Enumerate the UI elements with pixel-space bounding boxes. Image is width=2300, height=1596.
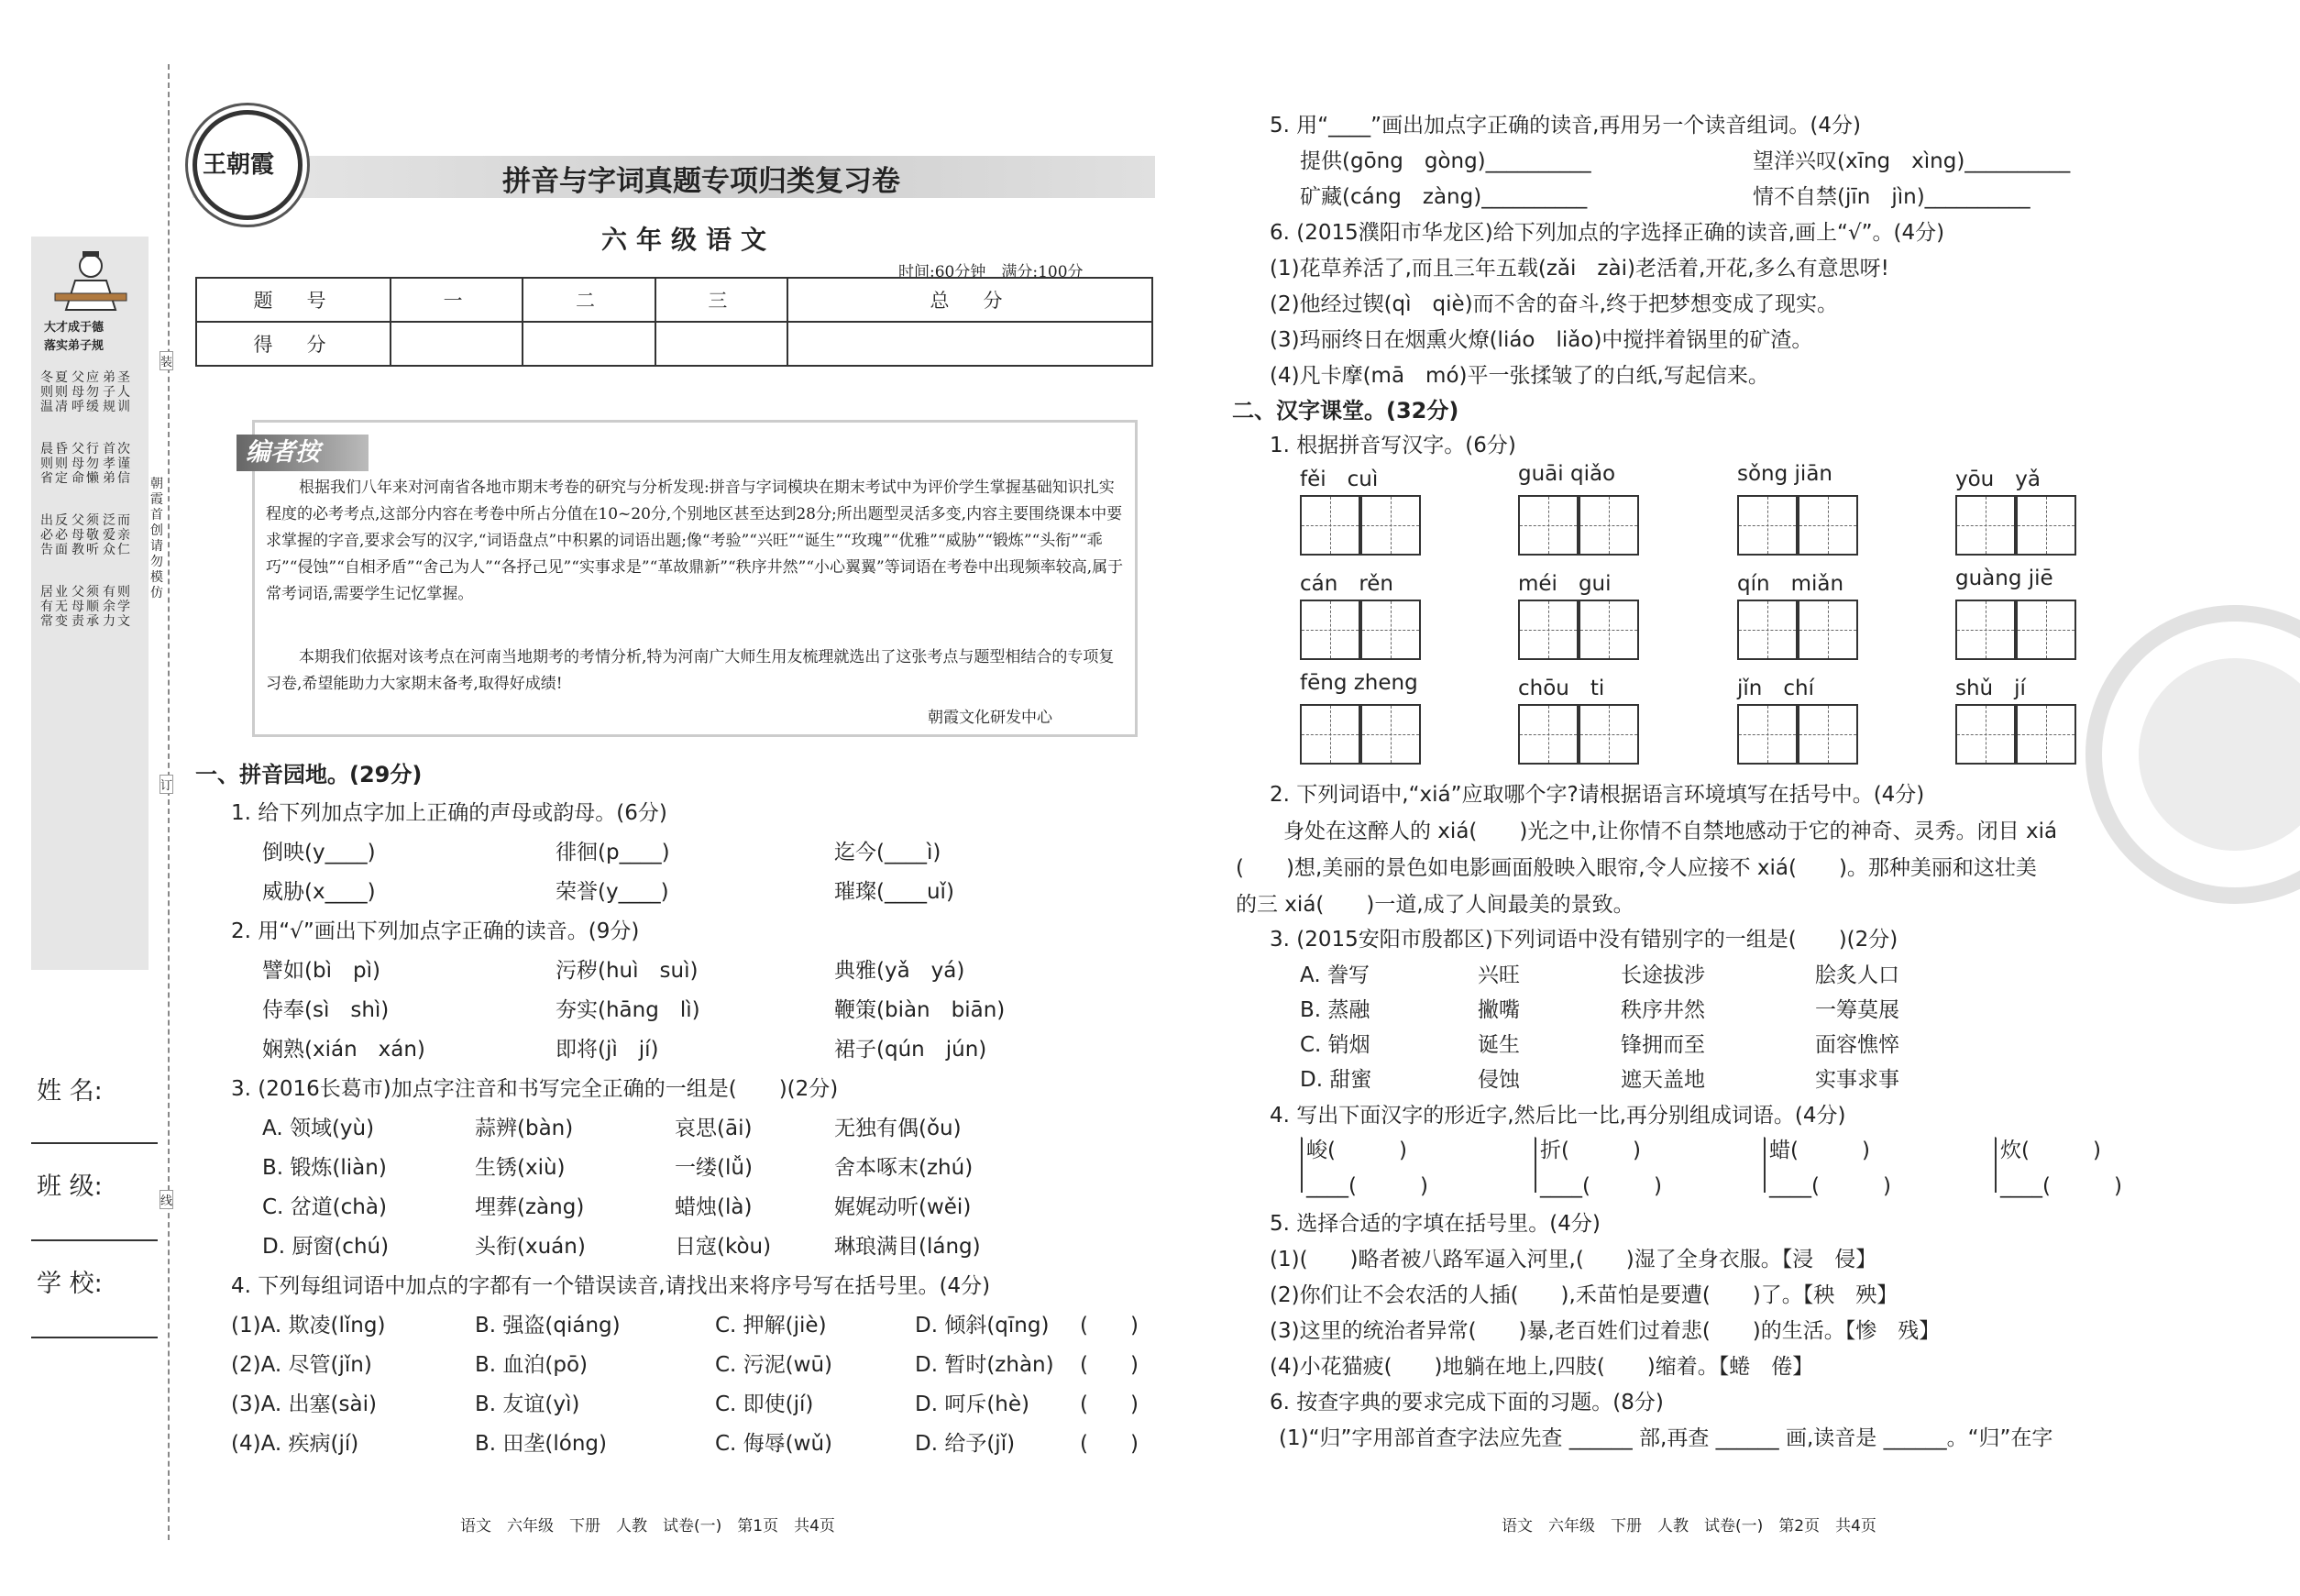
s1-q4-option[interactable]: D. 给予(jǐ) [915,1432,1016,1456]
s1-q1-item[interactable]: 璀璨(____uǐ) [834,880,954,904]
school-field[interactable] [31,1337,158,1338]
s1-q2-item[interactable]: 即将(jì jí) [556,1038,659,1062]
footer-right: 语文 六年级 下册 人教 试卷(一) 第2页 共4页 [1502,1517,1876,1535]
pinyin-label: cán rěn [1300,572,1393,596]
poem-line: 父母教 [72,513,84,557]
s2-q3-option: 锋拥而至 [1621,1033,1705,1057]
writing-grid[interactable] [1300,704,1360,765]
s2-q5-stem: 5. 选择合适的字填在括号里。(4分) [1270,1212,1601,1236]
s2-q3-option: 面容憔悴 [1815,1033,1899,1057]
subject-title: 六年级语文 [601,225,776,255]
pinyin-label: méi gui [1518,572,1612,596]
s2-q3-option: 撇嘴 [1478,998,1520,1022]
writing-grid[interactable] [1737,704,1798,765]
s1-q2-item[interactable]: 典雅(yǎ yá) [834,959,965,983]
s1-q1-item[interactable]: 徘徊(p____) [556,841,670,864]
s1-q4-option[interactable]: C. 即使(jí) [715,1392,814,1416]
s1-q4-answer-blank[interactable]: ( ) [1080,1314,1139,1337]
class-label: 班 级: [37,1172,103,1201]
s2-q4-char[interactable]: 炊( ) [2000,1139,2101,1162]
writing-grid[interactable] [1737,600,1798,660]
s2-q5-item[interactable]: (3)这里的统治者异常( )暴,老百姓们过着悲( )的生活。【惨 残】 [1270,1319,1941,1343]
writing-grid[interactable] [2016,600,2076,660]
s1-q3-option: 日寇(kòu) [675,1235,772,1259]
poem-line: 则学文 [117,585,130,629]
s1-q5-item[interactable]: 矿藏(cáng zàng)__________ [1300,185,1588,209]
class-field[interactable] [31,1239,158,1241]
writing-grid[interactable] [2016,704,2076,765]
writing-grid[interactable] [1955,704,2016,765]
s2-q6-stem: 6. 按查字典的要求完成下面的习题。(8分) [1270,1391,1664,1414]
writing-grid[interactable] [1518,600,1579,660]
s2-q3-option: 秩序井然 [1621,998,1705,1022]
s2-q6-line[interactable]: (1)“归”字用部首查字法应先查 ______ 部,再查 ______ 画,读音是 ______。“归”在字 [1279,1426,2053,1450]
s2-q4-blank[interactable]: ____( ) [1540,1174,1662,1198]
s1-q5-item[interactable]: 情不自禁(jīn jìn)__________ [1753,185,2030,209]
s1-q4-option[interactable]: C. 侮辱(wǔ) [715,1432,833,1456]
score-header-1: 题 号 [196,278,391,322]
writing-grid[interactable] [2016,495,2076,556]
s2-q1-stem: 1. 根据拼音写汉字。(6分) [1270,434,1516,457]
s2-q4-blank[interactable]: ____( ) [2000,1174,2122,1198]
s1-q4-option[interactable]: C. 押解(jiè) [715,1314,827,1337]
s2-q5-item[interactable]: (1)( )略者被八路军逼入河里,( )湿了全身衣服。【浸 侵】 [1270,1248,1877,1271]
s1-q1-item[interactable]: 迄今(____ì) [834,841,941,864]
s1-q3-option: 琳琅满目(láng) [834,1235,981,1259]
pinyin-label: jǐn chí [1737,677,1814,700]
poem-line: 弟子规 [103,370,116,414]
s2-q4-blank[interactable]: ____( ) [1769,1174,1891,1198]
s1-q4-option[interactable]: D. 暂时(zhàn) [915,1353,1054,1377]
s2-q4-char[interactable]: 蜡( ) [1769,1139,1870,1162]
s2-q2-stem: 2. 下列词语中,“xiá”应取哪个字?请根据语言环境填写在括号中。(4分) [1270,783,1925,807]
s2-q4-stem: 4. 写出下面汉字的形近字,然后比一比,再分别组成词语。(4分) [1270,1104,1846,1128]
s1-q2-item[interactable]: 譬如(bì pì) [262,959,380,983]
writing-grid[interactable] [1518,704,1579,765]
pinyin-label: sǒng jiān [1737,462,1832,486]
pinyin-label: chōu ti [1518,677,1605,700]
writing-grid[interactable] [1360,600,1421,660]
s1-q2-item[interactable]: 娴熟(xián xán) [262,1038,425,1062]
pinyin-label: fēng zheng [1300,671,1418,695]
poem-line: 反必面 [55,513,68,557]
s1-q5-stem: 5. 用“____”画出加点字正确的读音,再用另一个读音组词。(4分) [1270,114,1861,138]
score-table [195,277,1153,367]
s1-q3-option: 娓娓动听(wěi) [834,1195,972,1219]
watermark-seal [2085,605,2300,904]
s2-q3-option: 脍炙人口 [1815,963,1899,987]
name-field[interactable] [31,1142,158,1144]
s1-q4-option[interactable]: D. 倾斜(qīng) [915,1314,1050,1337]
writing-grid[interactable] [1360,704,1421,765]
editor-note-p1: 根据我们八年来对河南省各地市期末考卷的研究与分析发现:拼音与字词模块在期末考试中为评价学生掌握基础知识扎实程度的必考考点,这部分内容在考卷中所占分值在10~20分,个别地区甚至达到28分;所出题型灵活多变,内容主要围绕课本中要求掌握的字音,要求会写的汉字,“词语盘点”中积累的词语出题;像“考验”“兴旺”“诞生”“玫瑰”“优雅”“威胁”“锻炼”“头衔”“乖巧”“侵蚀”“自相矛盾”“舍己为人”“各抒己见”“实事求是”“革故鼎新”“秩序井然”“小心翼翼”等词语在考卷中出现频率较高,属于常考词语,需要学生记忆掌握。 [266,479,1124,603]
writing-grid[interactable] [1737,495,1798,556]
s1-q3-option: 一缕(lǚ) [675,1156,753,1180]
s1-q4-stem: 4. 下列每组词语中加点的字都有一个错误读音,请找出来将序号写在括号里。(4分) [231,1274,991,1298]
writing-grid[interactable] [1798,704,1858,765]
s1-q6-stem: 6. (2015濮阳市华龙区)给下列加点的字选择正确的读音,画上“√”。(4分) [1270,221,1945,245]
s2-q5-item[interactable]: (4)小花猫疲( )地躺在地上,四肢( )缩着。【蜷 倦】 [1270,1355,1814,1379]
motto-top: 大才成于德 [44,321,105,335]
poem-line: 圣人训 [117,370,130,414]
writing-grid[interactable] [1798,600,1858,660]
poem-line: 而亲仁 [117,513,130,557]
section1-heading: 一、拼音园地。(29分) [195,762,423,787]
poem-line: 昏则定 [55,442,68,486]
s1-q2-item[interactable]: 裙子(qún jún) [834,1038,987,1062]
editor-note-tag: 编者按 [237,435,369,471]
s2-q3-option: 一筹莫展 [1815,998,1899,1022]
s1-q4-answer-blank[interactable]: ( ) [1080,1353,1139,1377]
section2-heading: 二、汉字课堂。(32分) [1232,398,1459,424]
score-cell[interactable] [523,322,655,366]
name-label: 姓 名: [37,1077,103,1106]
s1-q4-option[interactable]: C. 污泥(wū) [715,1353,833,1377]
score-cell[interactable] [655,322,787,366]
poem-line: 须敬听 [86,513,99,557]
s1-q1-item[interactable]: 威胁(x____) [262,880,376,904]
s2-q2-line[interactable]: 的三 xiá( )一道,成了人间最美的景致。 [1236,893,1634,917]
poem-line: 有余力 [103,585,116,629]
s1-q1-item[interactable]: 倒映(y____) [262,841,376,864]
s1-q1-item[interactable]: 荣誉(y____) [556,880,669,904]
school-label: 学 校: [37,1270,103,1298]
s1-q4-option[interactable]: B. 强盗(qiáng) [475,1314,621,1337]
s1-q4-answer-blank[interactable]: ( ) [1080,1392,1139,1416]
s1-q3-option: 蜡烛(là) [675,1195,753,1219]
poem-line: 出必告 [40,513,53,557]
score-row-label: 得 分 [196,322,391,366]
scholar-illustration [48,246,134,312]
poem-line: 居有常 [40,585,53,629]
s1-q3-stem: 3. (2016长葛市)加点字注音和书写完全正确的一组是( )(2分) [231,1077,839,1101]
s1-q4-option[interactable]: (3)A. 出塞(sài) [231,1392,377,1416]
poem-line: 行勿懒 [86,442,99,486]
s2-q2-line[interactable]: ( )想,美丽的景色如电影画面般映入眼帘,令人应接不 xiá( )。那种美丽和这壮美 [1236,856,2037,880]
s2-q3-option[interactable]: A. 誊写 [1300,963,1370,987]
pinyin-label: shǔ jí [1955,677,2026,700]
writing-grid[interactable] [1798,495,1858,556]
s2-q3-option: 侵蚀 [1478,1068,1520,1092]
s1-q3-option[interactable]: D. 厨窗(chú) [262,1235,390,1259]
editor-note-sign: 朝霞文化研发中心 [928,709,1052,727]
s1-q6-item[interactable]: (1)花草养活了,而且三年五载(zǎi zài)老活着,开花,多么有意思呀! [1270,257,1889,281]
seal-char-2: 订 [160,775,173,794]
poem-line: 夏则凊 [55,370,68,414]
pinyin-label: yōu yǎ [1955,468,2041,491]
s2-q3-option[interactable]: D. 甜蜜 [1300,1068,1372,1092]
s1-q3-option: 埋葬(zàng) [475,1195,585,1219]
s1-q4-option[interactable]: (4)A. 疾病(jí) [231,1432,359,1456]
s1-q3-option: 生锈(xiù) [475,1156,566,1180]
s2-q4-blank[interactable]: ____( ) [1306,1174,1428,1198]
s1-q6-item[interactable]: (3)玛丽终日在烟熏火燎(liáo liǎo)中搅拌着锅里的矿渣。 [1270,328,1813,352]
seal-char-3: 线 [160,1190,173,1209]
s1-q5-item[interactable]: 望洋兴叹(xīng xìng)__________ [1753,149,2071,173]
pinyin-label: guāi qiǎo [1518,462,1616,486]
poem-line: 须顺承 [86,585,99,629]
pinyin-label: fěi cuì [1300,468,1379,491]
s2-q3-option: 长途拔涉 [1621,963,1705,987]
s1-q4-option[interactable]: B. 友谊(yì) [475,1392,580,1416]
motto-bottom: 落实弟子规 [44,339,105,353]
writing-grid[interactable] [1518,495,1579,556]
poem-line: 业无变 [55,585,68,629]
s1-q4-option[interactable]: B. 田垄(lóng) [475,1432,607,1456]
s2-q3-stem: 3. (2015安阳市殷都区)下列词语中没有错别字的一组是( )(2分) [1270,928,1898,952]
score-cell[interactable] [391,322,523,366]
brand-name: 王朝霞 [203,151,275,179]
score-header-5: 总 分 [787,278,1152,322]
s2-q3-option: 实事求事 [1815,1068,1899,1092]
poem-line: 父母呼 [72,370,84,414]
s1-q3-option[interactable]: C. 岔道(chà) [262,1195,387,1219]
poem-line: 晨则省 [40,442,53,486]
poem-line: 次谨信 [117,442,130,486]
score-cell[interactable] [787,322,1152,366]
s1-q4-option[interactable]: (1)A. 欺凌(lǐng) [231,1314,386,1337]
s1-q2-item[interactable]: 鞭策(biàn biān) [834,998,1006,1022]
s1-q6-item[interactable]: (4)凡卡摩(mā mó)平一张揉皱了的白纸,写起信来。 [1270,364,1769,388]
s2-q3-option: 诞生 [1478,1033,1520,1057]
s2-q3-option: 兴旺 [1478,963,1520,987]
score-header-2: 一 [391,278,523,322]
s2-q3-option[interactable]: C. 销烟 [1300,1033,1370,1057]
writing-grid[interactable] [1579,495,1639,556]
s2-q4-char[interactable]: 折( ) [1540,1139,1641,1162]
writing-grid[interactable] [1955,495,2016,556]
writing-grid[interactable] [1300,600,1360,660]
writing-grid[interactable] [1360,495,1421,556]
time-info: 时间:60分钟 满分:100分 [898,263,1084,281]
s1-q3-option[interactable]: A. 领域(yù) [262,1117,375,1140]
editor-note-p2: 本期我们依据对该考点在河南当地期考的考情分析,特为河南广大师生用友梳理就选出了这张考点与题型相结合的专项复习卷,希望能助力大家期末备考,取得好成绩! [266,648,1115,693]
s2-q5-item[interactable]: (2)你们让不会农活的人插( ),禾苗怕是要遭( )了。【秧 殃】 [1270,1283,1898,1307]
writing-grid[interactable] [1579,600,1639,660]
s1-q2-item[interactable]: 侍奉(sì shì) [262,998,390,1022]
s1-q4-option[interactable]: B. 血泊(pō) [475,1353,589,1377]
score-header-3: 二 [523,278,655,322]
score-header-4: 三 [655,278,787,322]
footer-left: 语文 六年级 下册 人教 试卷(一) 第1页 共4页 [460,1517,835,1535]
poem-line: 父母责 [72,585,84,629]
page-title: 拼音与字词真题专项归类复习卷 [502,165,900,198]
s1-q3-option: 哀思(āi) [675,1117,753,1140]
seal-char-1: 装 [160,351,173,370]
pinyin-label: guàng jiē [1955,567,2053,590]
pinyin-label: qín miǎn [1737,572,1844,596]
brand-logo [193,110,303,220]
writing-grid[interactable] [1579,704,1639,765]
s1-q3-option: 蒜辨(bàn) [475,1117,574,1140]
s1-q1-stem: 1. 给下列加点字加上正确的声母或韵母。(6分) [231,801,667,825]
poem-line: 泛爱众 [103,513,116,557]
s1-q3-option: 舍本啄末(zhú) [834,1156,974,1180]
s1-q3-option[interactable]: B. 锻炼(liàn) [262,1156,387,1180]
copyright-note: 朝霞首创 请勿模仿 [150,477,163,600]
s1-q4-option[interactable]: (2)A. 尽管(jǐn) [231,1353,372,1377]
s2-q4-char[interactable]: 峻( ) [1306,1139,1407,1162]
s2-q3-option: 遮天盖地 [1621,1068,1705,1092]
poem-line: 冬则温 [40,370,53,414]
s1-q2-stem: 2. 用“√”画出下列加点字正确的读音。(9分) [231,919,640,943]
writing-grid[interactable] [1300,495,1360,556]
poem-line: 首孝弟 [103,442,116,486]
s1-q4-option[interactable]: D. 呵斥(hè) [915,1392,1030,1416]
writing-grid[interactable] [1955,600,2016,660]
s1-q4-answer-blank[interactable]: ( ) [1080,1432,1139,1456]
s1-q3-option: 无独有偶(ǒu) [834,1117,962,1140]
binding-dashed-line [168,64,170,1540]
poem-line: 应勿缓 [86,370,99,414]
poem-line: 父母命 [72,442,84,486]
s1-q3-option: 头衔(xuán) [475,1235,586,1259]
s1-q6-item[interactable]: (2)他经过锲(qì qiè)而不舍的奋斗,终于把梦想变成了现实。 [1270,292,1838,316]
s2-q3-option[interactable]: B. 蒸融 [1300,998,1370,1022]
s1-q2-item[interactable]: 污秽(huì suì) [556,959,699,983]
s2-q2-line[interactable]: 身处在这醉人的 xiá( )光之中,让你情不自禁地感动于它的神奇、灵秀。闭目 xiá [1283,820,2058,843]
s1-q2-item[interactable]: 夯实(hāng lì) [556,998,700,1022]
s1-q5-item[interactable]: 提供(gōng gòng)__________ [1300,149,1591,173]
